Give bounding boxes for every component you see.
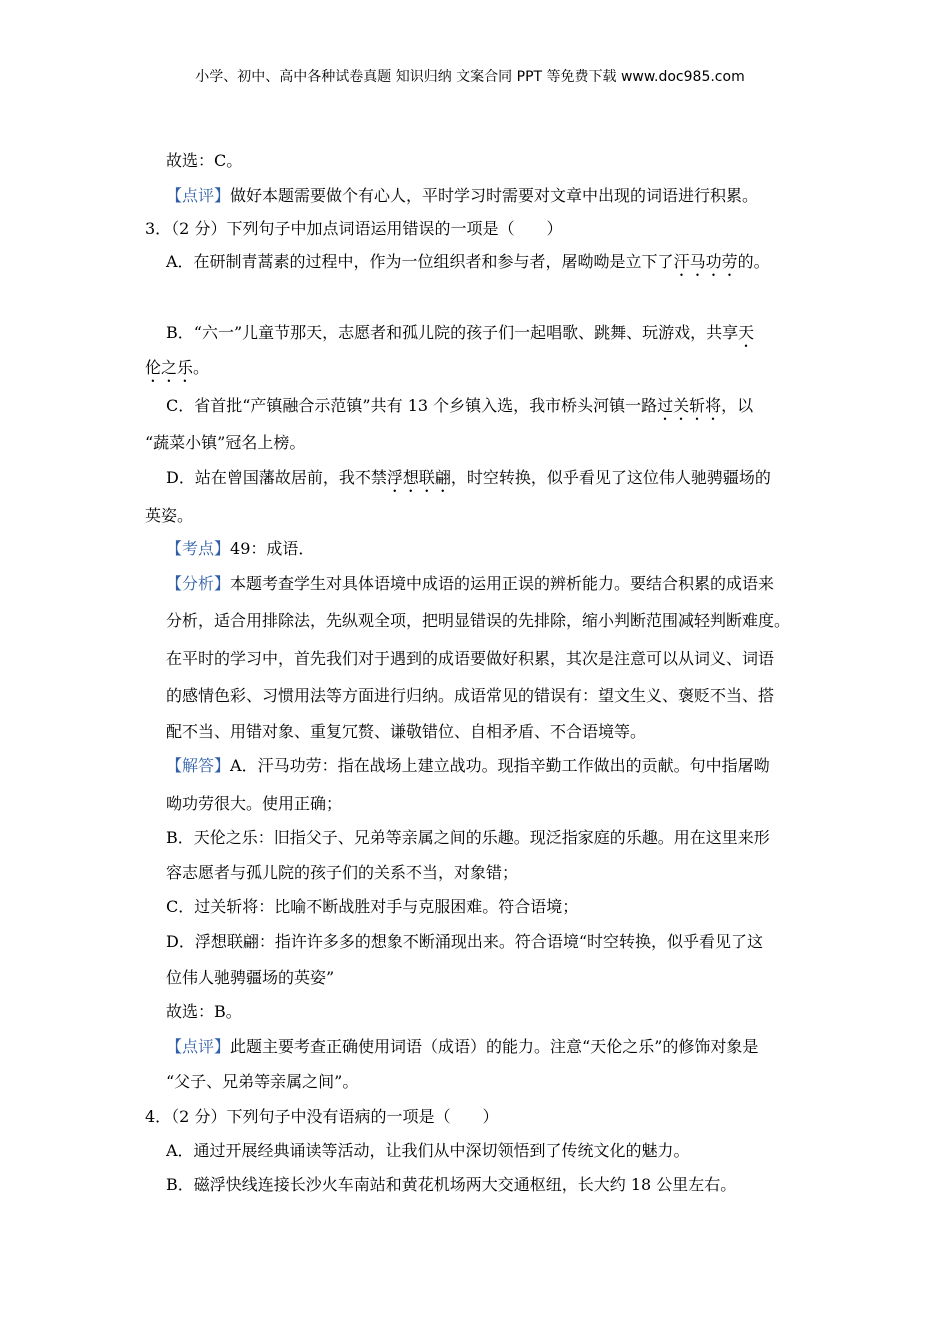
- q2-choice: 故选：C。: [166, 151, 243, 170]
- answer-tag: 【解答】: [166, 756, 231, 775]
- q3-answer: [166, 753, 770, 776]
- analysis-tag: 【分析】: [166, 574, 231, 593]
- q3-option-d: [166, 465, 771, 496]
- q3-option-b: [166, 320, 754, 351]
- option-text: C．省首批“产镇融合示范镇”共有 13 个乡镇入选，我市桥头河镇一路: [166, 396, 658, 415]
- comment-line-2: “父子、兄弟等亲属之间”。: [166, 1072, 359, 1091]
- q3-option-d-cont: 英姿。: [145, 506, 194, 525]
- comment-tag: 【点评】: [166, 1037, 231, 1056]
- q3-stem: 3．（2 分）下列句子中加点词语运用错误的一项是（ ）: [145, 219, 563, 238]
- answer-text: A．汗马功劳：指在战场上建立战功。现指辛勤工作做出的贡献。句中指屠呦: [230, 756, 770, 775]
- q4-option-b: B．磁浮快线连接长沙火车南站和黄花机场两大交通枢纽，长大约 18 公里左右。: [166, 1175, 737, 1194]
- answer-line-c: C．过关斩将：比喻不断战胜对手与克服困难。符合语境；: [166, 897, 579, 916]
- answer-line-b1: B．天伦之乐：旧指父子、兄弟等亲属之间的乐趣。现泛指家庭的乐趣。用在这里来形: [166, 828, 770, 847]
- q2-comment: [166, 183, 758, 206]
- comment-text: 做好本题需要做个有心人，平时学习时需要对文章中出现的词语进行积累。: [230, 186, 759, 205]
- q3-point: [166, 536, 314, 559]
- option-text: A．在研制青蒿素的过程中，作为一位组织者和参与者，屠呦呦是立下了: [166, 252, 674, 271]
- q3-analysis: [166, 571, 774, 594]
- q3-option-c: [166, 393, 753, 424]
- answer-line-a2: 呦功劳很大。使用正确；: [166, 794, 343, 813]
- answer-line-d2: 位伟人驰骋疆场的英姿”: [166, 968, 335, 987]
- point-text: 49：成语．: [230, 539, 315, 558]
- option-text: 的。: [737, 252, 770, 271]
- analysis-line-3: 在平时的学习中，首先我们对于遇到的成语要做好积累，其次是注意可以从词义、词语: [166, 649, 775, 668]
- answer-line-b2: 容志愿者与孤儿院的孩子们的关系不当，对象错；: [166, 863, 519, 882]
- option-text: 。: [193, 358, 210, 377]
- dotted-word: 浮想联翩: [386, 468, 451, 487]
- comment-text: 此题主要考查正确使用词语（成语）的能力。注意“天伦之乐”的修饰对象是: [230, 1037, 759, 1056]
- point-tag: 【考点】: [166, 539, 231, 558]
- answer-line-d1: D．浮想联翩：指许许多多的想象不断涌现出来。符合语境“时空转换，似乎看见了这: [166, 932, 764, 951]
- q3-choice: 故选：B。: [166, 1002, 242, 1021]
- page-header: 小学、初中、高中各种试卷真题 知识归纳 文案合同 PPT 等免费下载 www.doc985.com: [195, 69, 745, 85]
- dotted-word: 汗马功劳: [673, 252, 738, 271]
- q3-option-a: [166, 249, 770, 280]
- q3-option-c-cont: “蔬菜小镇”冠名上榜。: [145, 433, 306, 452]
- q4-stem: 4．（2 分）下列句子中没有语病的一项是（ ）: [145, 1107, 499, 1126]
- dotted-word: 天: [738, 323, 755, 342]
- analysis-line-4: 的感情色彩、习惯用法等方面进行归纳。成语常见的错误有：望文生义、褒贬不当、搭: [166, 686, 775, 705]
- option-text: ，以: [721, 396, 754, 415]
- option-text: D．站在曾国藩故居前，我不禁: [166, 468, 387, 487]
- analysis-line-2: 分析，适合用排除法，先纵观全项，把明显错误的先排除，缩小判断范围减轻判断难度。: [166, 611, 791, 630]
- option-text: B．“六一”儿童节那天，志愿者和孤儿院的孩子们一起唱歌、跳舞、玩游戏，共享: [166, 323, 739, 342]
- option-text: ，时空转换，似乎看见了这位伟人驰骋疆场的: [450, 468, 771, 487]
- dotted-word: 过关斩将: [657, 396, 722, 415]
- q3-comment: [166, 1034, 758, 1057]
- dotted-word: 伦之乐: [145, 358, 194, 377]
- analysis-text: 本题考查学生对具体语境中成语的运用正误的辨析能力。要结合积累的成语来: [230, 574, 775, 593]
- q3-option-b-cont: [145, 355, 209, 386]
- analysis-line-5: 配不当、用错对象、重复冗赘、谦敬错位、自相矛盾、不合语境等。: [166, 722, 647, 741]
- q4-option-a: A．通过开展经典诵读等活动，让我们从中深切领悟到了传统文化的魅力。: [166, 1141, 690, 1160]
- comment-tag: 【点评】: [166, 186, 231, 205]
